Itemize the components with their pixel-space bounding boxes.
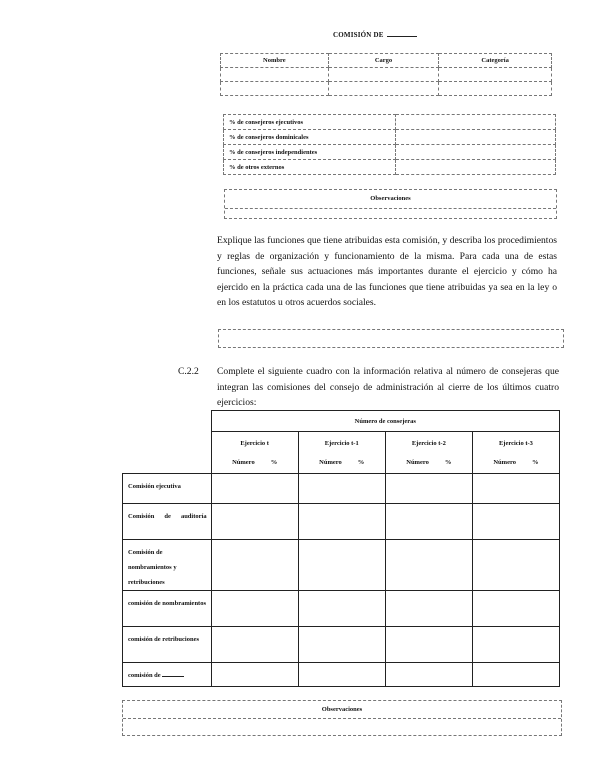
row-label-nombramientos: comisión de nombramientos <box>123 591 212 627</box>
pct-label-ejecutivos: % de consejeros ejecutivos <box>224 115 396 130</box>
pct-value-independientes[interactable] <box>396 145 556 160</box>
members-cell[interactable] <box>221 82 329 96</box>
members-cell[interactable] <box>439 68 552 82</box>
data-cell[interactable] <box>298 627 385 663</box>
data-cell[interactable] <box>211 474 298 504</box>
year-header-t2 <box>385 432 472 474</box>
numero-label: Número <box>232 459 255 466</box>
numero-label: Número <box>319 459 342 466</box>
explanation-answer-box[interactable] <box>218 329 564 348</box>
committee-heading-text: COMISIÓN DE <box>333 31 384 39</box>
data-cell[interactable] <box>298 474 385 504</box>
explanation-paragraph: Explique las funciones que tiene atribuidas esta comisión, y describa los procedimientos y reglas de organización y funcionamiento de la misma. Para cada una de estas funciones, señale sus actuaciones más importantes durante el ejercicio y cómo ha ejercido en la práctica cada una de las funciones que tiene atribuidas ya sea en la ley o en los estatutos u otros acuerdos sociales. <box>217 235 557 309</box>
members-header-categoria: Categoría <box>439 54 552 68</box>
data-cell[interactable] <box>298 504 385 540</box>
data-cell[interactable] <box>385 474 472 504</box>
data-cell[interactable] <box>211 663 298 687</box>
row-label-nombramientos-retribuciones: Comisión de nombramientos y retribuciones <box>123 540 212 591</box>
observations-title: Observaciones <box>321 706 363 713</box>
observations-title: Observaciones <box>370 195 411 202</box>
female-directors-table <box>122 410 560 687</box>
pct-value-otros[interactable] <box>396 160 556 175</box>
members-header-nombre: Nombre <box>221 54 329 68</box>
data-cell[interactable] <box>472 540 559 591</box>
section-c22-text: Complete el siguiente cuadro con la información relativa al número de consejeras que integran las comisiones del consejo de administración al cierre de los últimos cuatro ejercicios: <box>217 366 559 409</box>
numero-label: Número <box>406 459 429 466</box>
row-label-comision-de: comisión de <box>123 663 212 687</box>
data-cell[interactable] <box>385 627 472 663</box>
year-label: Ejercicio t <box>240 440 269 447</box>
members-cell[interactable] <box>328 68 439 82</box>
data-cell[interactable] <box>472 591 559 627</box>
pct-value-dominicales[interactable] <box>396 130 556 145</box>
data-cell[interactable] <box>472 627 559 663</box>
observations-field[interactable] <box>123 718 561 735</box>
data-cell[interactable] <box>298 540 385 591</box>
members-table <box>220 53 552 96</box>
members-cell[interactable] <box>221 68 329 82</box>
committee-heading <box>333 30 417 39</box>
data-cell[interactable] <box>211 540 298 591</box>
percent-label: % <box>270 459 278 466</box>
pct-label-independientes: % de consejeros independientes <box>224 145 396 160</box>
percent-label: % <box>444 459 452 466</box>
numero-label: Número <box>493 459 516 466</box>
row-label-auditoria: Comisión de auditoría <box>123 504 212 540</box>
data-cell[interactable] <box>385 591 472 627</box>
data-cell[interactable] <box>211 504 298 540</box>
pct-value-ejecutivos[interactable] <box>396 115 556 130</box>
data-cell[interactable] <box>385 540 472 591</box>
committee-name-blank[interactable] <box>162 670 184 677</box>
data-cell[interactable] <box>211 627 298 663</box>
observations-box-c22 <box>122 700 562 736</box>
year-header-t1 <box>298 432 385 474</box>
year-label: Ejercicio t-2 <box>411 440 446 447</box>
observations-box <box>224 189 557 219</box>
data-cell[interactable] <box>472 504 559 540</box>
committee-name-blank[interactable] <box>387 30 417 37</box>
pct-label-otros: % de otros externos <box>224 160 396 175</box>
row-label-retribuciones: comisión de retribuciones <box>123 627 212 663</box>
year-label: Ejercicio t-3 <box>498 440 533 447</box>
data-cell[interactable] <box>298 591 385 627</box>
pct-label-dominicales: % de consejeros dominicales <box>224 130 396 145</box>
data-cell[interactable] <box>385 504 472 540</box>
members-header-cargo: Cargo <box>328 54 439 68</box>
data-cell[interactable] <box>472 474 559 504</box>
members-cell[interactable] <box>439 82 552 96</box>
data-cell[interactable] <box>472 663 559 687</box>
data-cell[interactable] <box>211 591 298 627</box>
data-cell[interactable] <box>298 663 385 687</box>
year-label: Ejercicio t-1 <box>324 440 359 447</box>
data-cell[interactable] <box>385 663 472 687</box>
members-cell[interactable] <box>328 82 439 96</box>
percentages-table <box>223 114 556 175</box>
percent-label: % <box>357 459 365 466</box>
section-number: C.2.2 <box>178 366 199 377</box>
group-header: Número de consejeras <box>211 411 559 432</box>
row-label-ejecutiva: Comisión ejecutiva <box>123 474 212 504</box>
percent-label: % <box>532 459 539 466</box>
year-header-t3 <box>472 432 559 474</box>
year-header-t <box>211 432 298 474</box>
observations-field[interactable] <box>225 208 556 218</box>
